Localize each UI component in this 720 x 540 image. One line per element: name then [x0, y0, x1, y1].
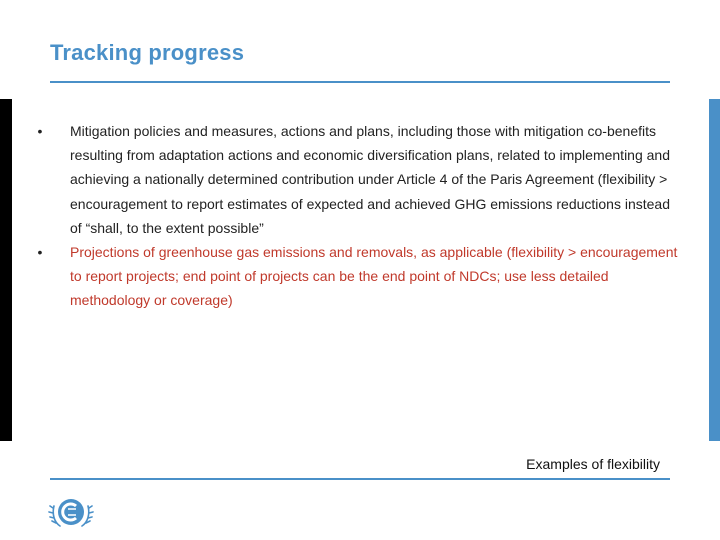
bullet-marker: •	[37, 123, 43, 139]
right-edge-bar	[709, 99, 720, 441]
slide-title: Tracking progress	[50, 40, 245, 65]
bullet-item-mitigation	[30, 119, 680, 240]
bullet-list	[30, 119, 680, 313]
bullet-text: Mitigation policies and measures, actions and plans, including those with mitigation co-benefits resulting from adaptation actions and economic diversification plans, related to implementing and achieving a nationally determined contribution under Article 4 of the Paris Agreement (flexibility > encouragement to report estimates of expected and achieved GHG emissions reductions instead of “shall, to the extent possible”	[70, 123, 671, 236]
left-edge-bar	[0, 99, 12, 441]
bullet-item-projections	[30, 240, 680, 313]
bullet-text: Projections of greenhouse gas emissions and removals, as applicable (flexibility > encouragement to report projects; end point of projects can be the end point of NDCs; use less detailed methodology or coverage)	[70, 244, 678, 309]
footer-caption: Examples of flexibility	[526, 456, 660, 472]
bullet-marker: •	[37, 244, 43, 261]
title-divider	[50, 81, 670, 83]
unfccc-logo-icon	[46, 490, 96, 534]
footer-divider	[50, 478, 670, 480]
